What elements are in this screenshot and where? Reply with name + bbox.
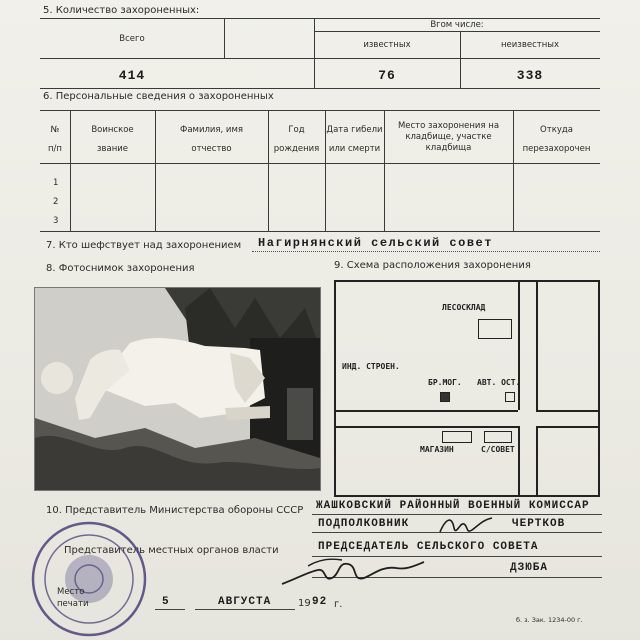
scheme-label-shop: МАГАЗИН	[420, 445, 454, 454]
print-footer: б. з. Зак. 1234-00 г.	[516, 616, 583, 624]
signature-mod	[436, 510, 496, 540]
section7-label: 7. Кто шефствует над захоронением	[46, 240, 242, 251]
table6-header-rank: звание	[96, 144, 129, 154]
official-seal	[28, 518, 150, 640]
road-line	[536, 410, 598, 412]
table5-header-known: известных	[363, 40, 411, 50]
signature-local	[278, 556, 428, 592]
total-buried-value: 414	[118, 68, 146, 83]
road-line	[518, 282, 520, 410]
scheme-label-lesosklad: ЛЕСОСКЛАД	[442, 303, 486, 312]
scheme-label-council: С/СОВЕТ	[481, 445, 515, 454]
section10-local-label: Представитель местных органов власти	[64, 545, 279, 556]
table6-header-death: Дата гибели	[326, 125, 383, 135]
table6-header-place: кладбища	[425, 143, 472, 153]
table6-header-birth: Год	[288, 125, 305, 135]
table6-header-death: или смерти	[328, 144, 381, 154]
scheme-label-admin: ИНД. СТРОЕН.	[342, 362, 400, 371]
road-line	[536, 426, 538, 495]
road-line	[518, 426, 520, 495]
patron-underline	[252, 251, 600, 252]
table6-header-name: Фамилия, имя	[180, 125, 243, 135]
date-month: АВГУСТА	[218, 596, 272, 608]
road-line	[536, 282, 538, 410]
monument-photo-image	[35, 288, 320, 490]
patron-value: Нагирнянский сельский совет	[258, 236, 493, 250]
table5-header-total: Всего	[119, 34, 145, 44]
section8-title: 8. Фотоснимок захоронения	[46, 263, 195, 274]
mod-rank-value: ПОДПОЛКОВНИК	[318, 518, 410, 530]
road-line	[336, 410, 518, 412]
date-year-prefix: 19	[298, 598, 311, 609]
scheme-mass-grave	[440, 392, 450, 402]
table6-header-rank: Воинское	[91, 125, 134, 135]
underline	[195, 609, 295, 610]
table5-header-including: Вгом числе:	[430, 20, 484, 30]
mod-surname-value: ЧЕРТКОВ	[512, 518, 566, 530]
underline	[155, 609, 185, 610]
table5-sub-border	[314, 31, 600, 32]
scheme-bus-stop	[505, 392, 515, 402]
local-representative-value: ПРЕДСЕДАТЕЛЬ СЕЛЬСКОГО СОВЕТА	[318, 541, 539, 553]
table6-row-number: 2	[53, 197, 59, 207]
section9-title: 9. Схема расположения захоронения	[334, 260, 531, 271]
scheme-shop	[442, 431, 472, 443]
scheme-label-bus-stop: АВТ. ОСТ.	[477, 378, 521, 387]
table6-header-origin: перезахорочен	[522, 144, 591, 154]
table6-row-number: 1	[53, 178, 59, 188]
road-line	[536, 426, 598, 428]
table6-header-num: п/п	[48, 144, 62, 154]
table6-header-name: отчество	[191, 144, 232, 154]
section10-mod-label: 10. Представитель Министерства обороны СССР	[46, 505, 304, 516]
stamp-place-label: печати	[57, 599, 89, 609]
local-surname-value: ДЗЮБА	[510, 562, 549, 574]
table6-header-birth: рождения	[273, 144, 320, 154]
date-suffix: г.	[334, 599, 343, 610]
table5-bottom-border	[40, 88, 600, 89]
stamp-place-label: Место	[57, 587, 85, 597]
table5-header-bottom	[40, 58, 600, 59]
table6-header-num: №	[50, 125, 60, 135]
burial-location-scheme	[334, 280, 600, 497]
road-line	[336, 426, 518, 428]
table6-header-place: Место захоронения на	[397, 121, 500, 131]
table6-header-place: кладбище, участке	[405, 132, 492, 142]
table6-top-border	[40, 110, 600, 111]
section5-title: 5. Количество захороненных:	[43, 5, 200, 16]
date-year: 92	[312, 596, 328, 608]
section6-title: 6. Персональные сведения о захороненных	[43, 91, 274, 102]
table5-divider	[224, 18, 225, 58]
scheme-label-grave: БР.МОГ.	[428, 378, 462, 387]
table6-row-number: 3	[53, 216, 59, 226]
table6-header-bottom	[40, 163, 600, 164]
table6-bottom-border	[40, 231, 600, 232]
unknown-buried-value: 338	[516, 68, 544, 83]
date-day: 5	[162, 596, 170, 608]
table6-header-origin: Откуда	[540, 125, 573, 135]
table5-header-unknown: неизвестных	[501, 40, 559, 50]
mod-representative-value: ЖАШКОВСКИЙ РАЙОННЫЙ ВОЕННЫЙ КОМИССАР	[316, 500, 590, 512]
scheme-council	[484, 431, 512, 443]
known-buried-value: 76	[378, 68, 396, 83]
burial-photo	[34, 287, 321, 491]
scheme-lumber-yard	[478, 319, 512, 339]
